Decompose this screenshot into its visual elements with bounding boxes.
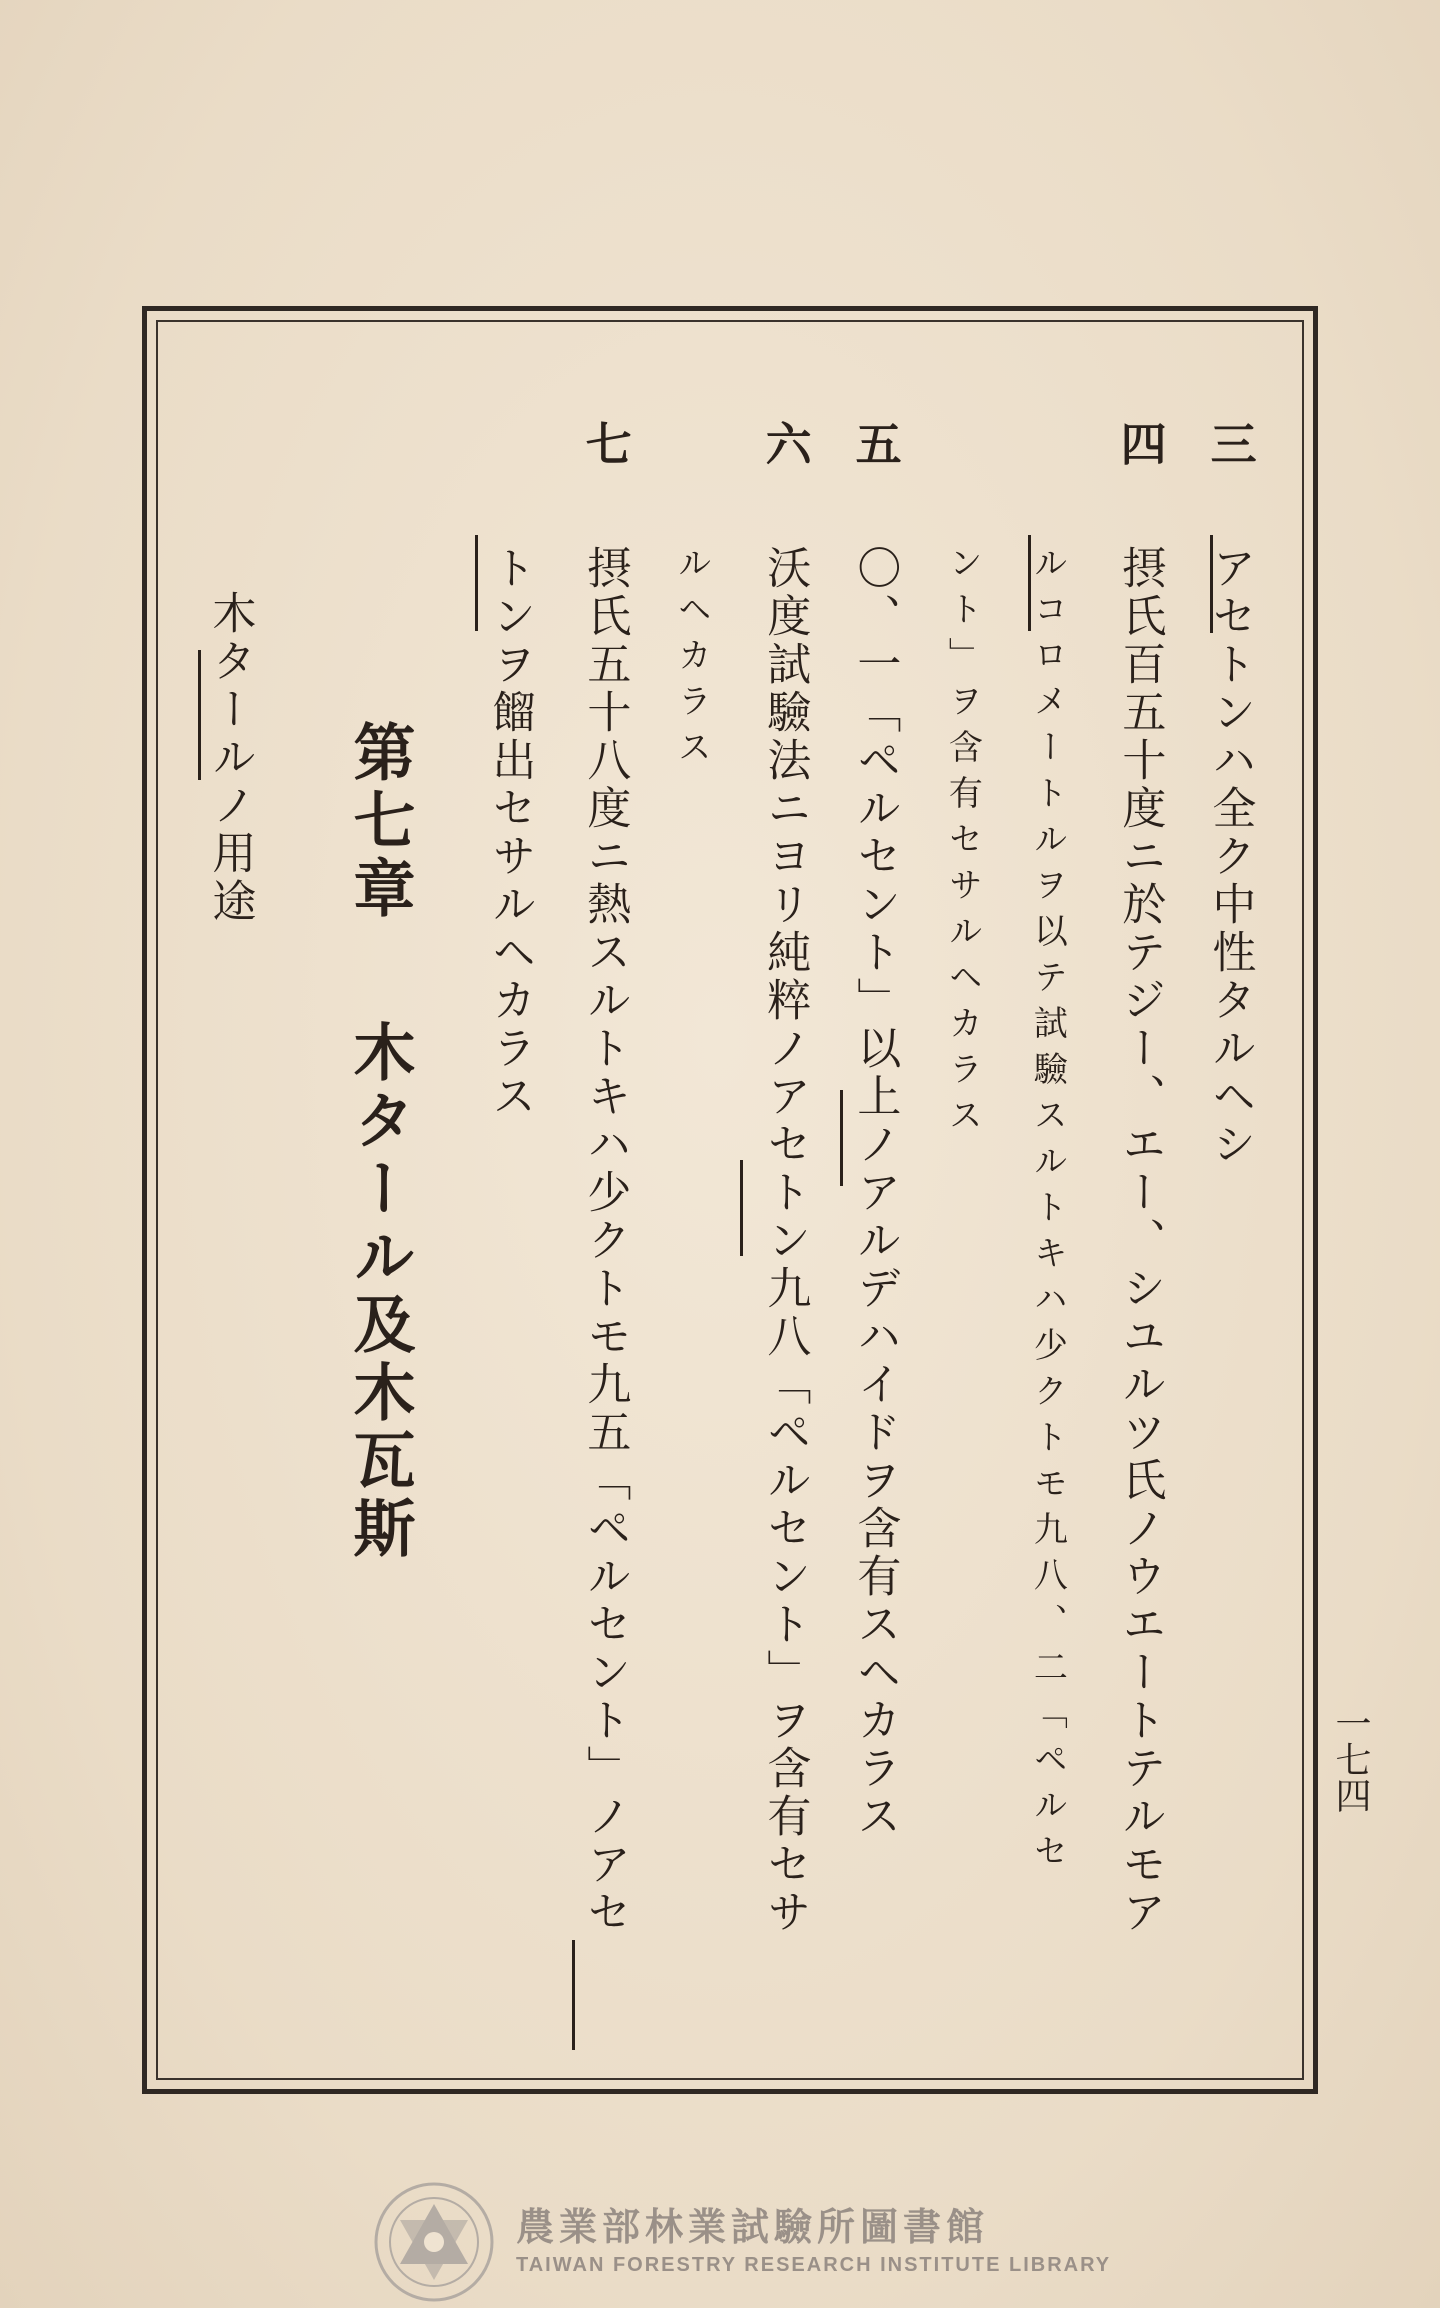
item-6-line-2: ルヘカラス <box>671 545 712 775</box>
item-4-line-1: 摂氏百五十度ニ於テジー、エー、シユルツ氏ノウエートテルモア <box>1114 545 1166 1937</box>
item-4-line-3: ント」ヲ含有セサルヘカラス <box>942 545 983 1143</box>
item-6-rule <box>740 1160 743 1256</box>
section-heading: 木タールノ用途 <box>204 590 256 926</box>
item-7-line-1: 摂氏五十八度ニ熱スルトキハ少クトモ九五「ペルセント」ノアセ <box>579 545 631 1937</box>
item-7-rule <box>572 1940 575 2050</box>
item-number-3: 三 <box>1203 420 1258 470</box>
item-7-line-2: トンヲ餾出セサルヘカラス <box>484 545 536 1121</box>
item-3-line-1: アセトンハ全ク中性タルヘシ <box>1204 545 1256 1169</box>
page-number: 一七四 <box>1330 1705 1371 1813</box>
item-number-5: 五 <box>848 420 903 470</box>
item-number-6: 六 <box>758 420 813 470</box>
library-seal-icon <box>372 2180 496 2304</box>
item-number-4: 四 <box>1113 420 1168 470</box>
section-heading-rule <box>198 650 201 780</box>
item-7-left-rule <box>475 535 478 631</box>
chapter-subtitle: 木タール及木瓦斯 <box>343 1020 416 1564</box>
item-6-line-1: 沃度試驗法ニヨリ純粹ノアセトン九八「ペルセント」ヲ含有セサ <box>759 545 811 1937</box>
item-4-line-2: ルコロメートルヲ以テ試驗スルトキハ少クトモ九八、二「ペルセ <box>1027 545 1068 1879</box>
item-5-line-1: 〇、一「ペルセント」以上ノアルデハイドヲ含有スヘカラス <box>849 545 901 1841</box>
library-name: 農業部林業試驗所圖書館 <box>516 2205 990 2249</box>
item-5-rule <box>840 1090 843 1186</box>
chapter-title: 第七章 <box>343 720 416 924</box>
item-number-7: 七 <box>578 420 633 470</box>
library-name-english: TAIWAN FORESTRY RESEARCH INSTITUTE LIBRARY <box>516 2254 1112 2276</box>
